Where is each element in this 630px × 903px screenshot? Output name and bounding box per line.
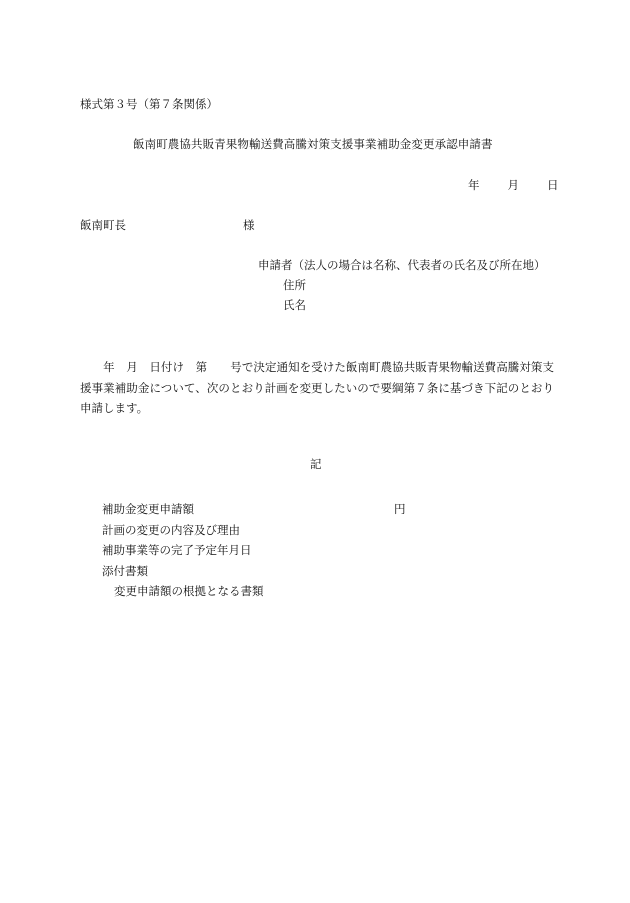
- addressee-name: 飯南町長: [80, 218, 126, 232]
- list-item: [102, 561, 264, 582]
- ki-heading: 記: [310, 457, 322, 471]
- applicant-label: 申請者（法人の場合は名称、代表者の氏名及び所在地）: [258, 258, 546, 272]
- amount-label: 補助金変更申請額: [102, 502, 194, 516]
- reason-label: 計画の変更の内容及び理由: [102, 522, 240, 537]
- addressee-honorific: 様: [243, 218, 255, 232]
- date-month: 月: [507, 178, 519, 192]
- applicant-name-label: 氏名: [283, 298, 306, 312]
- list-item: [102, 581, 264, 602]
- list-item: [102, 540, 264, 561]
- date-year: 年: [468, 178, 480, 192]
- item-list: [102, 499, 406, 602]
- amount-unit: 円: [394, 502, 406, 516]
- completion-date-label: 補助事業等の完了予定年月日: [102, 543, 252, 557]
- list-item: [102, 499, 406, 520]
- document-title: 飯南町農協共販青果物輸送費高騰対策支援事業補助金変更承認申請書: [133, 137, 493, 151]
- attachments-label: 添付書類: [102, 563, 148, 578]
- date-line: [468, 180, 559, 192]
- application-body-text: 年 月 日付け 第 号で決定通知を受けた飯南町農協共販青果物輸送費高騰対策支援事業補助金について、次のとおり計画を変更したいので要綱第７条に基づき下記のとおり申請します。: [80, 360, 554, 415]
- list-item: [102, 520, 264, 541]
- attachment-item: 変更申請額の根拠となる書類: [114, 584, 264, 598]
- form-number: 様式第３号（第７条関係）: [80, 97, 218, 111]
- applicant-address-label: 住所: [283, 278, 306, 292]
- date-day: 日: [547, 178, 559, 192]
